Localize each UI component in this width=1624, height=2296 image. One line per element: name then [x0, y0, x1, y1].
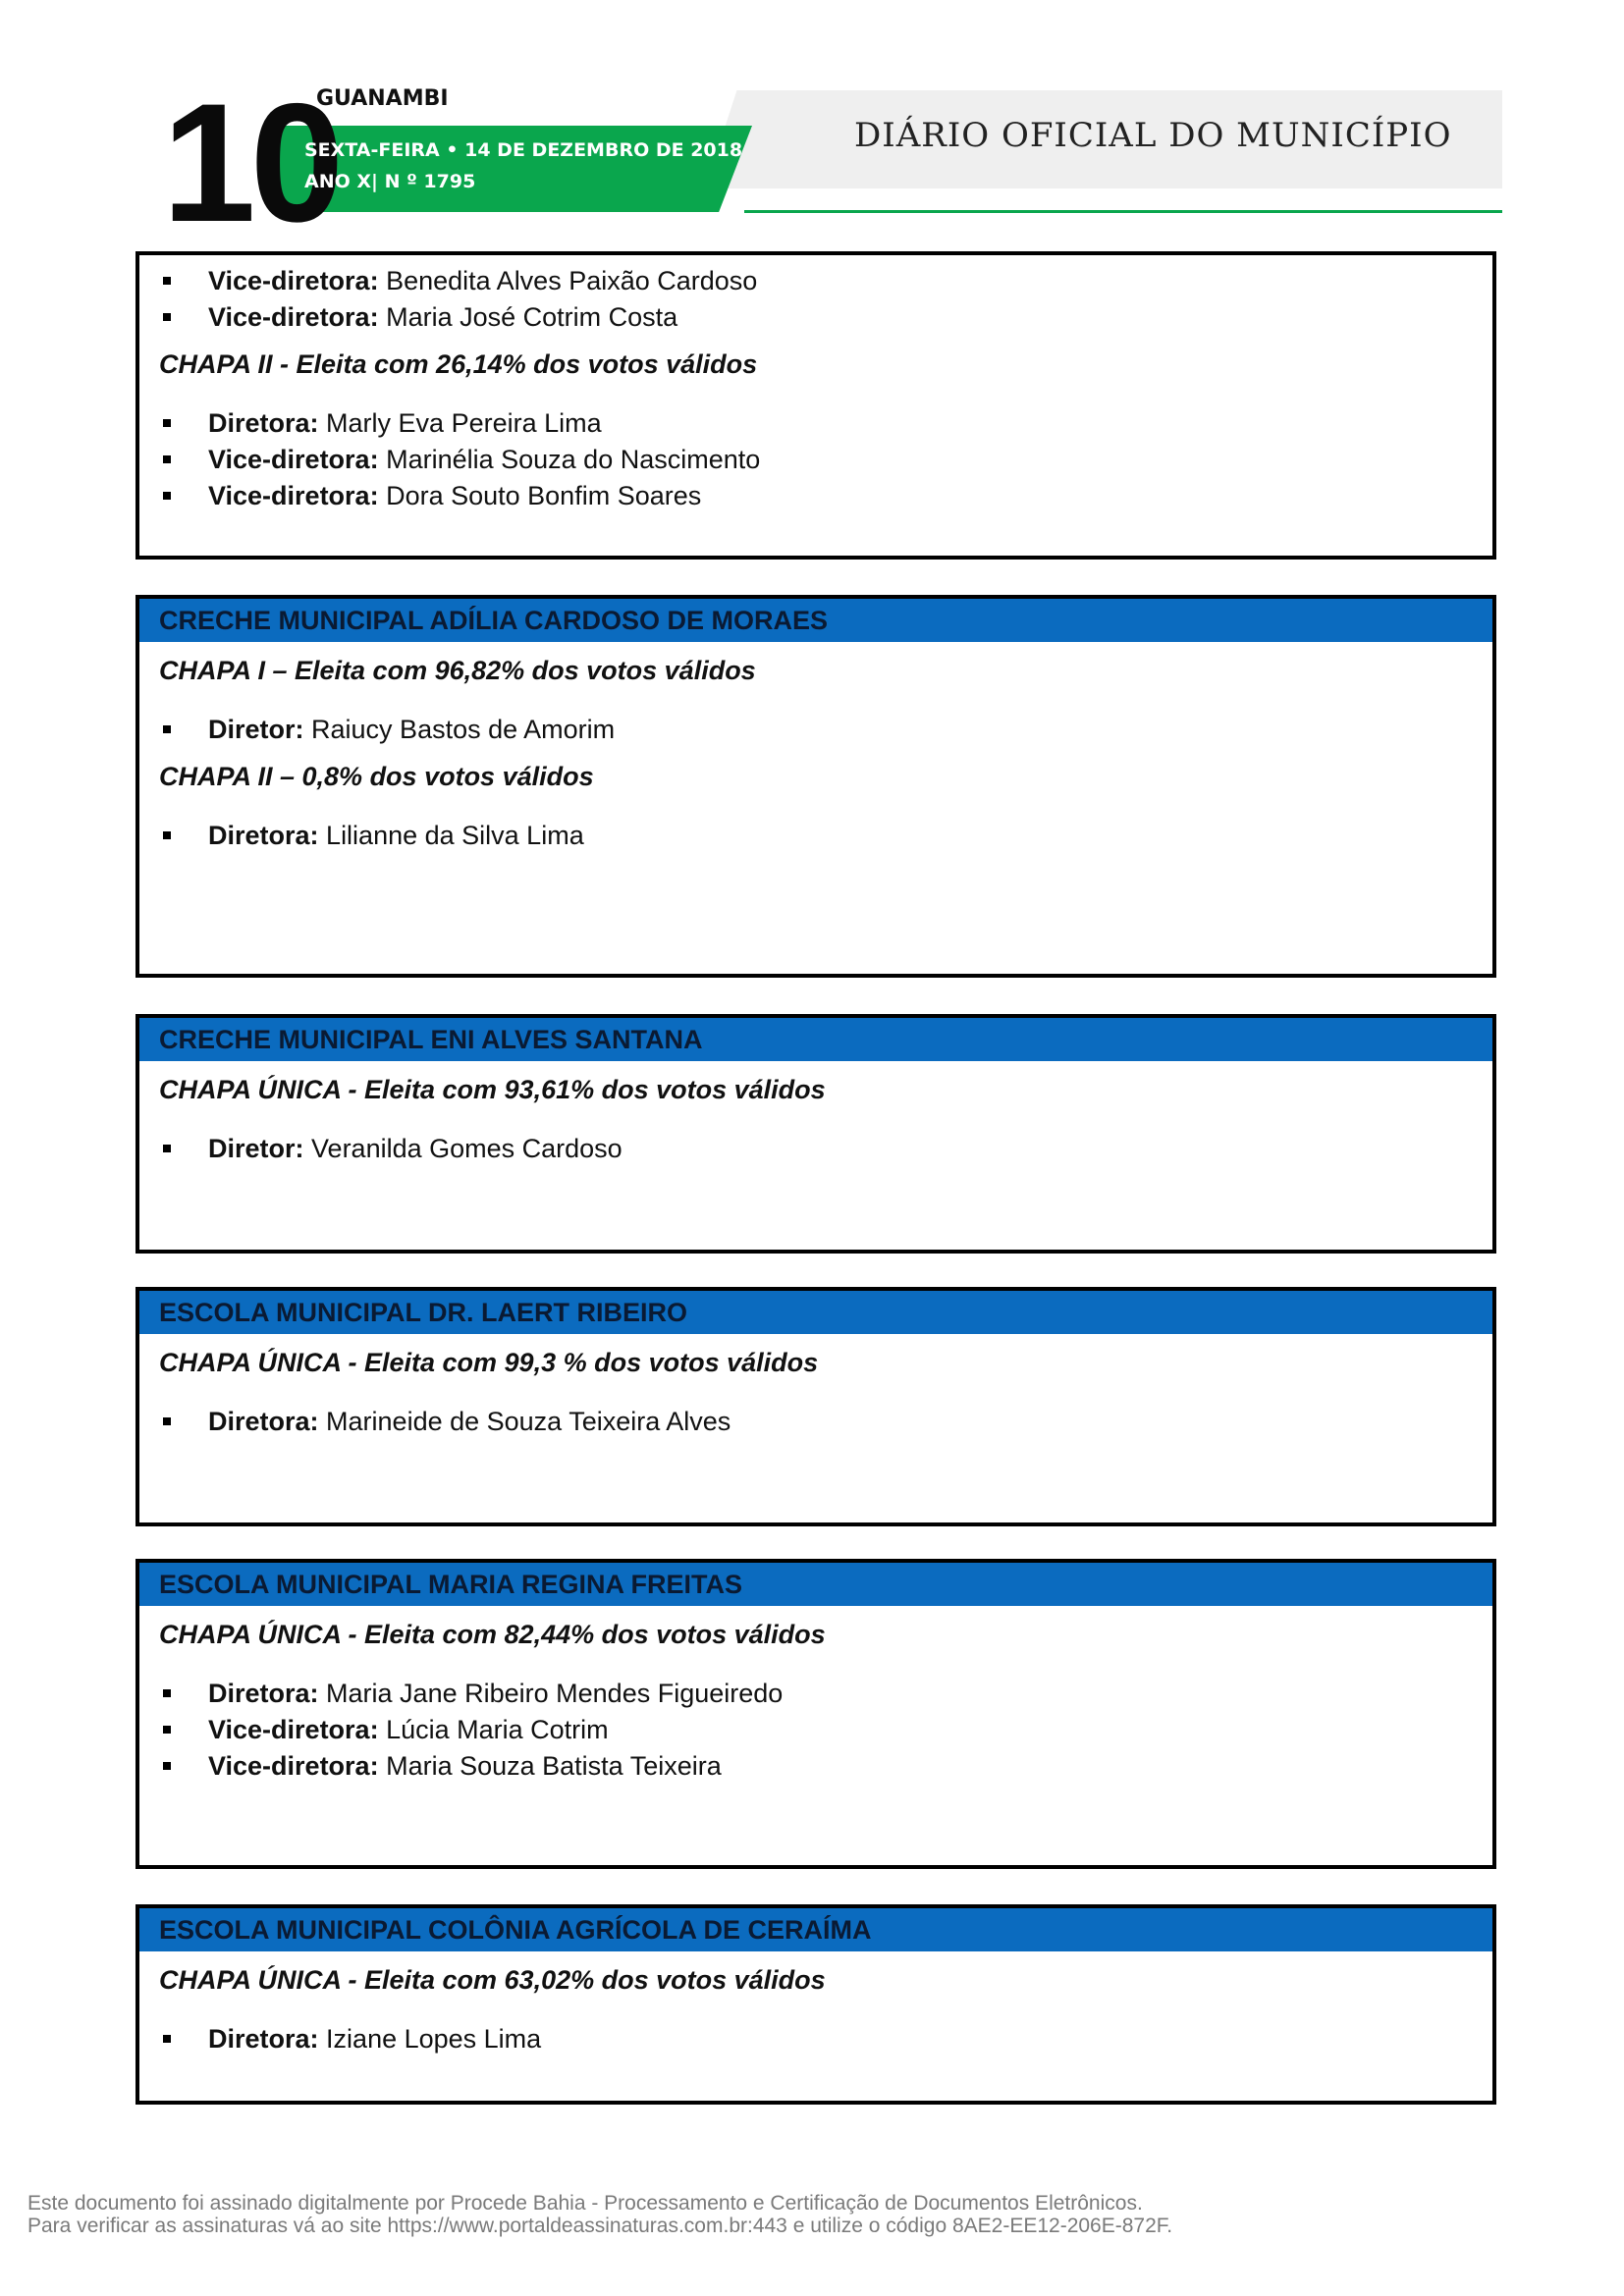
- list-item: Diretora: Iziane Lopes Lima: [208, 2021, 1492, 2057]
- chapa-heading: CHAPA ÚNICA - Eleita com 82,44% dos votos válidos: [159, 1620, 826, 1649]
- chapa-heading: CHAPA I – Eleita com 96,82% dos votos válidos: [159, 656, 756, 685]
- school-box: [135, 1904, 1496, 2105]
- list-item: Vice-diretora: Maria Souza Batista Teixeira: [208, 1748, 1492, 1785]
- chapa-heading: CHAPA II – 0,8% dos votos válidos: [159, 762, 594, 791]
- list-item: Vice-diretora: Marinélia Souza do Nascimento: [208, 442, 1492, 478]
- signature-line-2: Para verificar as assinaturas vá ao site https://www.portaldeassinaturas.com.br:443 e utilize o código 8AE2-EE12-206E-872F.: [27, 2215, 1173, 2237]
- header-divider: [744, 210, 1502, 213]
- list-item: Diretor: Raiucy Bastos de Amorim: [208, 712, 1492, 748]
- list-item: Diretora: Marineide de Souza Teixeira Alves: [208, 1404, 1492, 1440]
- list-item: Vice-diretora: Lúcia Maria Cotrim: [208, 1712, 1492, 1748]
- page-header: [0, 0, 1624, 257]
- list-item: Diretora: Lilianne da Silva Lima: [208, 818, 1492, 854]
- school-title: ESCOLA MUNICIPAL COLÔNIA AGRÍCOLA DE CERAÍMA: [139, 1908, 1492, 1951]
- school-box: [135, 1559, 1496, 1869]
- masthead-title: DIÁRIO OFICIAL DO MUNICÍPIO: [854, 116, 1452, 155]
- edition-date: SEXTA-FEIRA • 14 DE DEZEMBRO DE 2018: [304, 139, 743, 161]
- chapa-heading: CHAPA ÚNICA - Eleita com 99,3 % dos votos válidos: [159, 1348, 819, 1377]
- edition-number: ANO X| N º 1795: [304, 171, 476, 192]
- school-box: [135, 1014, 1496, 1254]
- school-box: [135, 1287, 1496, 1526]
- page-number: 10: [162, 69, 339, 257]
- list-item: Vice-diretora: Dora Souto Bonfim Soares: [208, 478, 1492, 514]
- list-item: Diretor: Veranilda Gomes Cardoso: [208, 1131, 1492, 1167]
- chapa-heading: CHAPA ÚNICA - Eleita com 63,02% dos votos válidos: [159, 1965, 826, 1995]
- chapa-heading: CHAPA II - Eleita com 26,14% dos votos válidos: [159, 349, 758, 379]
- school-box: [135, 595, 1496, 978]
- continuation-box: [135, 251, 1496, 560]
- list-item: Diretora: Marly Eva Pereira Lima: [208, 405, 1492, 442]
- signature-notice: [27, 2192, 1172, 2237]
- school-title: ESCOLA MUNICIPAL MARIA REGINA FREITAS: [139, 1563, 1492, 1606]
- city-name: GUANAMBI: [316, 86, 449, 111]
- signature-line-1: Este documento foi assinado digitalmente por Procede Bahia - Processamento e Certificação de Documentos Eletrônicos.: [27, 2192, 1143, 2215]
- school-title: ESCOLA MUNICIPAL DR. LAERT RIBEIRO: [139, 1291, 1492, 1334]
- school-title: CRECHE MUNICIPAL ADÍLIA CARDOSO DE MORAES: [139, 599, 1492, 642]
- list-item: Vice-diretora: Benedita Alves Paixão Cardoso: [208, 263, 1492, 299]
- list-item: Vice-diretora: Maria José Cotrim Costa: [208, 299, 1492, 336]
- chapa-heading: CHAPA ÚNICA - Eleita com 93,61% dos votos válidos: [159, 1075, 826, 1104]
- list-item: Diretora: Maria Jane Ribeiro Mendes Figueiredo: [208, 1676, 1492, 1712]
- school-title: CRECHE MUNICIPAL ENI ALVES SANTANA: [139, 1018, 1492, 1061]
